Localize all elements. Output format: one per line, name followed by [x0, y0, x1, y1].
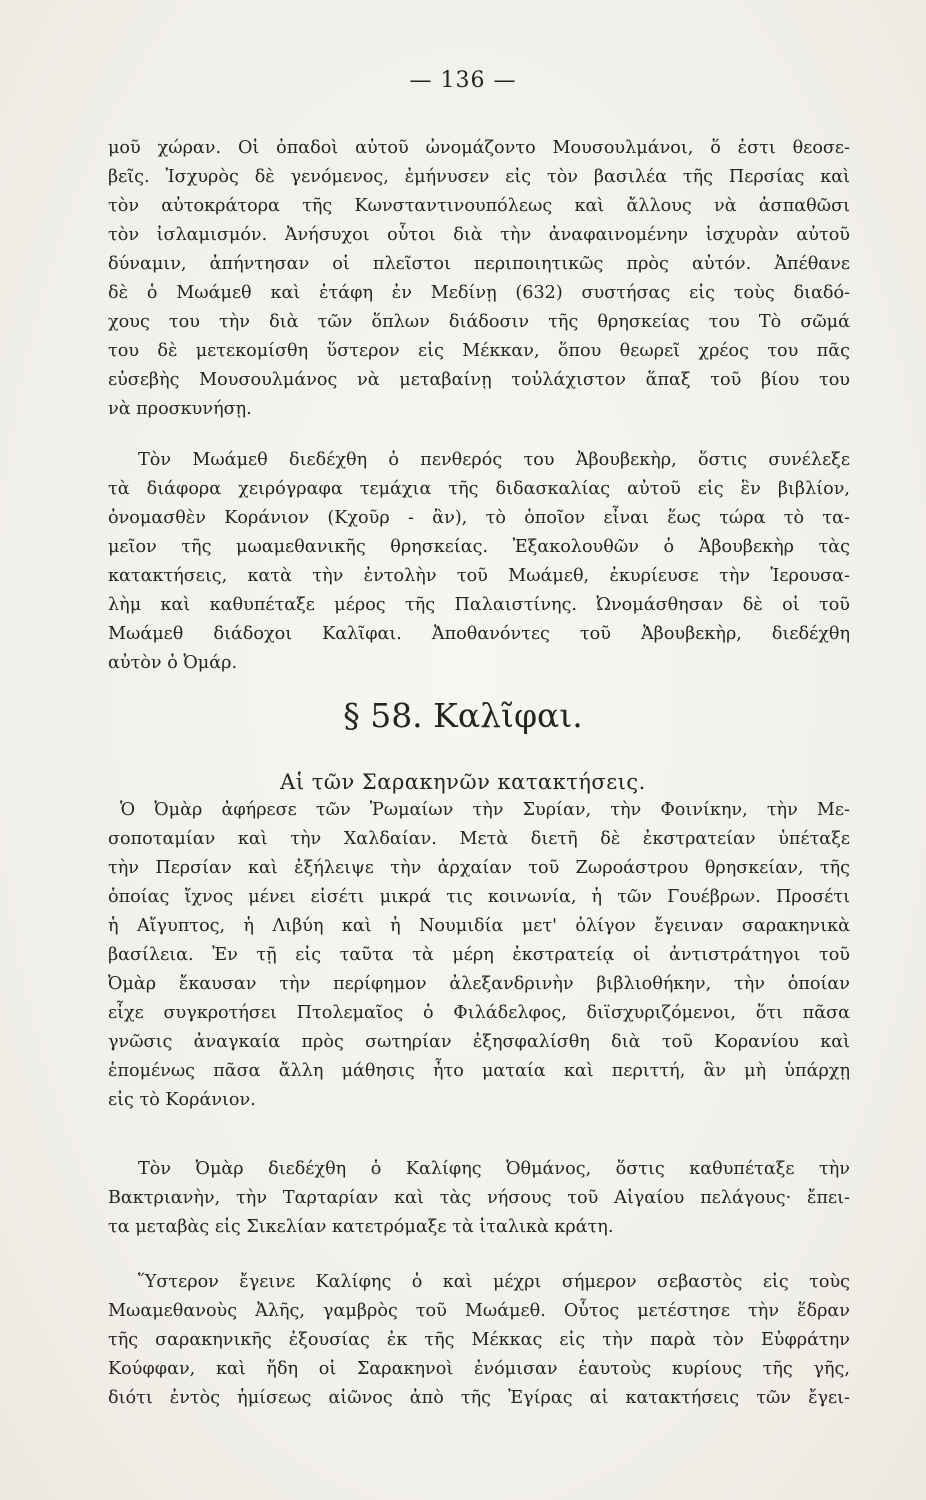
text-line: τὸν αὐτοκράτορα τῆς Κωνσταντινουπόλεως καὶ ἄλλους νὰ ἀσπαθῶσι — [108, 196, 850, 216]
text-line: δὲ ὁ Μωάμεθ καὶ ἐτάφη ἐν Μεδίνῃ (632) συστήσας εἰς τοὺς διαδό- — [108, 283, 850, 303]
paragraph-block-2 — [108, 446, 850, 678]
text-line: Κούφφαν, καὶ ἤδη οἱ Σαρακηνοὶ ἐνόμισαν ἑαυτοὺς κυρίους τῆς γῆς, — [108, 1359, 850, 1379]
text-line: Μωαμεθανοὺς Ἀλῆς, γαμβρὸς τοῦ Μωάμεθ. Οὗτος μετέστησε τὴν ἕδραν — [108, 1301, 850, 1321]
text-line: τὴν Περσίαν καὶ ἐξήλειψε τὴν ἀρχαίαν τοῦ Ζωροάστρου θρησκείαν, τῆς — [108, 858, 850, 878]
text-line: εὐσεβὴς Μουσουλμάνος νὰ μεταβαίνῃ τοὐλάχιστον ἅπαξ τοῦ βίου του — [108, 370, 850, 390]
text-line: Βακτριανὴν, τὴν Ταρταρίαν καὶ τὰς νήσους τοῦ Αἰγαίου πελάγους· ἔπει- — [108, 1188, 850, 1208]
paragraph-block-4 — [108, 1155, 850, 1242]
text-line: εἰς τὸ Κοράνιον. — [108, 1090, 256, 1110]
text-line: χους του τὴν διὰ τῶν ὅπλων διάδοσιν τῆς θρησκείας του Τὸ σῶμά — [108, 312, 850, 332]
text-line: του δὲ μετεκομίσθη ὕστερον εἰς Μέκκαν, ὅπου θεωρεῖ χρέος του πᾶς — [108, 341, 850, 361]
paragraph-block-5 — [108, 1268, 850, 1413]
text-line: μεῖον τῆς μωαμεθανικῆς θρησκείας. Ἐξακολουθῶν ὁ Ἀβουβεκὴρ τὰς — [108, 537, 850, 557]
paragraph-block-1 — [108, 134, 850, 424]
section-subheading: Αἱ τῶν Σαρακηνῶν κατακτήσεις. — [280, 770, 646, 794]
text-line: εἶχε συγκροτήσει Πτολεμαῖος ὁ Φιλάδελφος, διϊσχυριζόμενοι, ὅτι πᾶσα — [108, 1003, 850, 1023]
page-number: — 136 — — [409, 68, 517, 93]
text-line: Ὁ Ὀμὰρ ἀφήρεσε τῶν Ῥωμαίων τὴν Συρίαν, τὴν Φοινίκην, τὴν Με- — [120, 800, 850, 820]
text-line: βεῖς. Ἰσχυρὸς δὲ γενόμενος, ἐμήνυσεν εἰς τὸν βασιλέα τῆς Περσίας καὶ — [108, 167, 850, 187]
text-line: κατακτήσεις, κατὰ τὴν ἐντολὴν τοῦ Μωάμεθ, ἐκυρίευσε τὴν Ἱερουσα- — [108, 566, 850, 586]
text-line: λὴμ καὶ καθυπέταξε μέρος τῆς Παλαιστίνης. Ὠνομάσθησαν δὲ οἱ τοῦ — [108, 595, 850, 615]
text-line: αὐτὸν ὁ Ὀμάρ. — [108, 653, 238, 673]
text-line: νὰ προσκυνήσῃ. — [108, 399, 252, 419]
text-line: τῆς σαρακηνικῆς ἐξουσίας ἐκ τῆς Μέκκας εἰς τὴν παρὰ τὸν Εὐφράτην — [108, 1330, 850, 1350]
text-line: σοποταμίαν καὶ τὴν Χαλδαίαν. Μετὰ διετῆ δὲ ἐκστρατείαν ὑπέταξε — [108, 829, 850, 849]
text-line: δύναμιν, ἀπήντησαν οἱ πλεῖστοι περιποιητικῶς πρὸς αὐτόν. Ἀπέθανε — [108, 254, 850, 274]
text-line: ὀνομασθὲν Κοράνιον (Κχοῦρ - ἂν), τὸ ὁποῖον εἶναι ἕως τώρα τὸ τα- — [108, 508, 850, 528]
text-line: τα μεταβὰς εἰς Σικελίαν κατετρόμαξε τὰ ἰταλικὰ κράτη. — [108, 1217, 614, 1237]
paragraph-block-3 — [108, 796, 850, 1115]
text-line: Τὸν Ὀμὰρ διεδέχθη ὁ Καλίφης Ὀθμάνος, ὅστις καθυπέταξε τὴν — [138, 1159, 850, 1179]
text-line: ὁποίας ἴχνος μένει εἰσέτι μικρά τις κοινωνία, ἡ τῶν Γουέβρων. Προσέτι — [108, 887, 850, 907]
text-line: μοῦ χώραν. Οἱ ὀπαδοὶ αὐτοῦ ὠνομάζοντο Μουσουλμάνοι, ὅ ἐστι θεοσε- — [108, 138, 850, 158]
section-heading: § 58. Καλῖφαι. — [343, 696, 583, 735]
text-line: διότι ἐντὸς ἡμίσεως αἰῶνος ἀπὸ τῆς Ἐγίρας αἱ κατακτήσεις τῶν ἔγει- — [108, 1388, 850, 1408]
text-line: γνῶσις ἀναγκαία πρὸς σωτηρίαν ἐξησφαλίσθη διὰ τοῦ Κορανίου καὶ — [108, 1032, 850, 1052]
text-line: τὰ διάφορα χειρόγραφα τεμάχια τῆς διδασκαλίας αὐτοῦ εἰς ἓν βιβλίον, — [108, 479, 850, 499]
text-line: Μωάμεθ διάδοχοι Καλῖφαι. Ἀποθανόντες τοῦ Ἀβουβεκὴρ, διεδέχθη — [108, 624, 850, 644]
text-line: Ὕστερον ἔγεινε Καλίφης ὁ καὶ μέχρι σήμερον σεβαστὸς εἰς τοὺς — [138, 1272, 850, 1292]
text-line: ἡ Αἴγυπτος, ἡ Λιβύη καὶ ἡ Νουμιδία μετ' ὀλίγον ἔγειναν σαρακηνικὰ — [108, 916, 850, 936]
text-line: βασίλεια. Ἐν τῇ εἰς ταῦτα τὰ μέρη ἐκστρατείᾳ οἱ ἀντιστράτηγοι τοῦ — [108, 945, 850, 965]
text-line: ἑπομένως πᾶσα ἄλλη μάθησις ἦτο ματαία καὶ περιττή, ἂν μὴ ὑπάρχῃ — [108, 1061, 850, 1081]
text-line: Τὸν Μωάμεθ διεδέχθη ὁ πενθερός του Ἀβουβεκὴρ, ὅστις συνέλεξε — [138, 450, 850, 470]
text-line: τὸν ἰσλαμισμόν. Ἀνήσυχοι οὗτοι διὰ τὴν ἀναφαινομένην ἰσχυρὰν αὐτοῦ — [108, 225, 850, 245]
text-line: Ὀμὰρ ἔκαυσαν τὴν περίφημον ἀλεξανδρινὴν βιβλιοθήκην, τὴν ὁποίαν — [108, 974, 850, 994]
